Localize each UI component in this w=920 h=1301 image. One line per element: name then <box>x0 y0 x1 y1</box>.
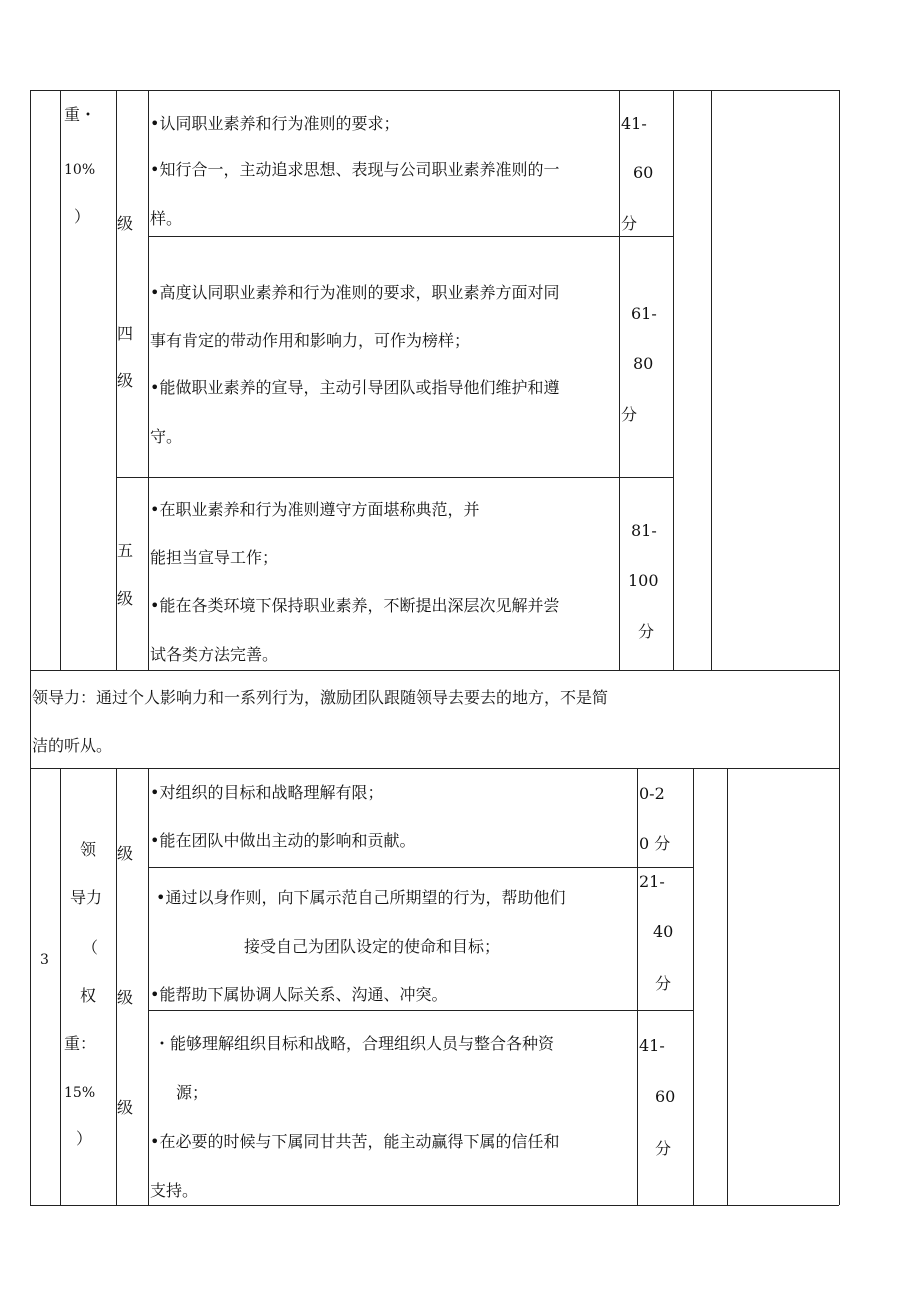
level-label: 级 <box>117 844 134 863</box>
criteria-text: •通过以身作则，向下属示范自己所期望的行为，帮助他们 <box>156 888 566 907</box>
col-border <box>30 768 31 1205</box>
col-border <box>839 670 840 769</box>
col-border <box>30 90 31 670</box>
category-text: 权 <box>80 986 97 1005</box>
level-label: 级 <box>117 214 134 233</box>
score-range: 41- <box>621 114 647 133</box>
col-border <box>673 90 674 670</box>
table-section-divider <box>30 768 839 769</box>
row-divider <box>116 477 673 478</box>
criteria-text: 能担当宣导工作； <box>150 548 279 567</box>
col-border <box>148 768 149 1205</box>
score-range: 分 <box>621 405 638 424</box>
level-label: 五 <box>117 541 134 560</box>
criteria-text: •在必要的时候与下属同甘共苦，能主动赢得下属的信任和 <box>150 1132 560 1151</box>
col-border <box>693 768 694 1205</box>
level-label: 级 <box>117 988 134 1007</box>
row-divider <box>148 236 673 237</box>
col-border <box>60 90 61 670</box>
category-text: ） <box>76 1129 93 1148</box>
criteria-text: 事有肯定的带动作用和影响力，可作为榜样； <box>150 331 471 350</box>
definition-text: 领导力：通过个人影响力和一系列行为，激励团队跟随领导去要去的地方，不是简 <box>32 688 609 707</box>
col-border <box>619 90 620 670</box>
category-text: 导力 <box>70 888 103 907</box>
col-border <box>711 90 712 670</box>
weight-text: 10% <box>64 162 96 178</box>
level-label: 四 <box>117 324 134 343</box>
category-text: 重・ <box>64 105 97 124</box>
criteria-text: •对组织的目标和战略理解有限； <box>150 783 384 802</box>
score-range: 分 <box>621 214 638 233</box>
col-border <box>839 90 840 670</box>
definition-text: 洁的听从。 <box>32 736 113 755</box>
criteria-text: 样。 <box>150 209 183 228</box>
score-range: 0 分 <box>639 834 671 853</box>
criteria-text: 接受自己为团队设定的使命和目标； <box>244 937 501 956</box>
row-divider <box>148 1010 693 1011</box>
score-range: 分 <box>655 1139 672 1158</box>
score-range: 100 <box>628 571 659 590</box>
col-border <box>60 768 61 1205</box>
table-border-top <box>30 90 839 91</box>
criteria-text: •认同职业素养和行为准则的要求； <box>150 114 400 133</box>
category-text: ） <box>74 207 91 226</box>
criteria-text: •能做职业素养的宣导，主动引导团队或指导他们维护和遵 <box>150 378 560 397</box>
criteria-text: •能在团队中做出主动的影响和贡献。 <box>150 831 416 850</box>
criteria-text: 支持。 <box>150 1181 199 1200</box>
level-label: 级 <box>117 1098 134 1117</box>
level-label: 级 <box>117 589 134 608</box>
item-number: 3 <box>40 952 49 968</box>
criteria-text: •能帮助下属协调人际关系、沟通、冲突。 <box>150 985 448 1004</box>
col-border <box>637 768 638 1205</box>
score-range: 80 <box>633 354 654 373</box>
score-range: 60 <box>655 1087 676 1106</box>
score-range: 分 <box>655 974 672 993</box>
score-range: 60 <box>633 163 654 182</box>
score-range: 81- <box>631 521 657 540</box>
criteria-text: •高度认同职业素养和行为准则的要求，职业素养方面对同 <box>150 283 560 302</box>
criteria-text: 守。 <box>150 427 183 446</box>
score-range: 41- <box>639 1036 665 1055</box>
category-text: （ <box>82 938 99 957</box>
score-range: 40 <box>653 922 674 941</box>
score-range: 61- <box>631 304 657 323</box>
criteria-text: ・能够理解组织目标和战略，合理组织人员与整合各种资 <box>154 1034 555 1053</box>
table-border-bottom <box>30 1205 839 1206</box>
table-section-divider <box>30 670 839 671</box>
col-border <box>148 90 149 670</box>
level-label: 级 <box>117 371 134 390</box>
col-border <box>116 768 117 1205</box>
criteria-text: •能在各类环境下保持职业素养，不断提出深层次见解并尝 <box>150 596 560 615</box>
score-range: 21- <box>639 872 665 891</box>
criteria-text: 试各类方法完善。 <box>150 645 279 664</box>
score-range: 分 <box>638 622 655 641</box>
weight-text: 15% <box>64 1085 96 1101</box>
criteria-text: •知行合一，主动追求思想、表现与公司职业素养准则的一 <box>150 160 560 179</box>
row-divider <box>148 867 693 868</box>
col-border <box>30 670 31 769</box>
criteria-text: •在职业素养和行为准则遵守方面堪称典范，并 <box>150 500 480 519</box>
criteria-text: 源； <box>176 1083 209 1102</box>
col-border <box>839 768 840 1205</box>
category-text: 重： <box>64 1034 97 1053</box>
category-text: 领 <box>80 840 97 859</box>
col-border <box>727 768 728 1205</box>
score-range: 0-2 <box>639 784 665 803</box>
